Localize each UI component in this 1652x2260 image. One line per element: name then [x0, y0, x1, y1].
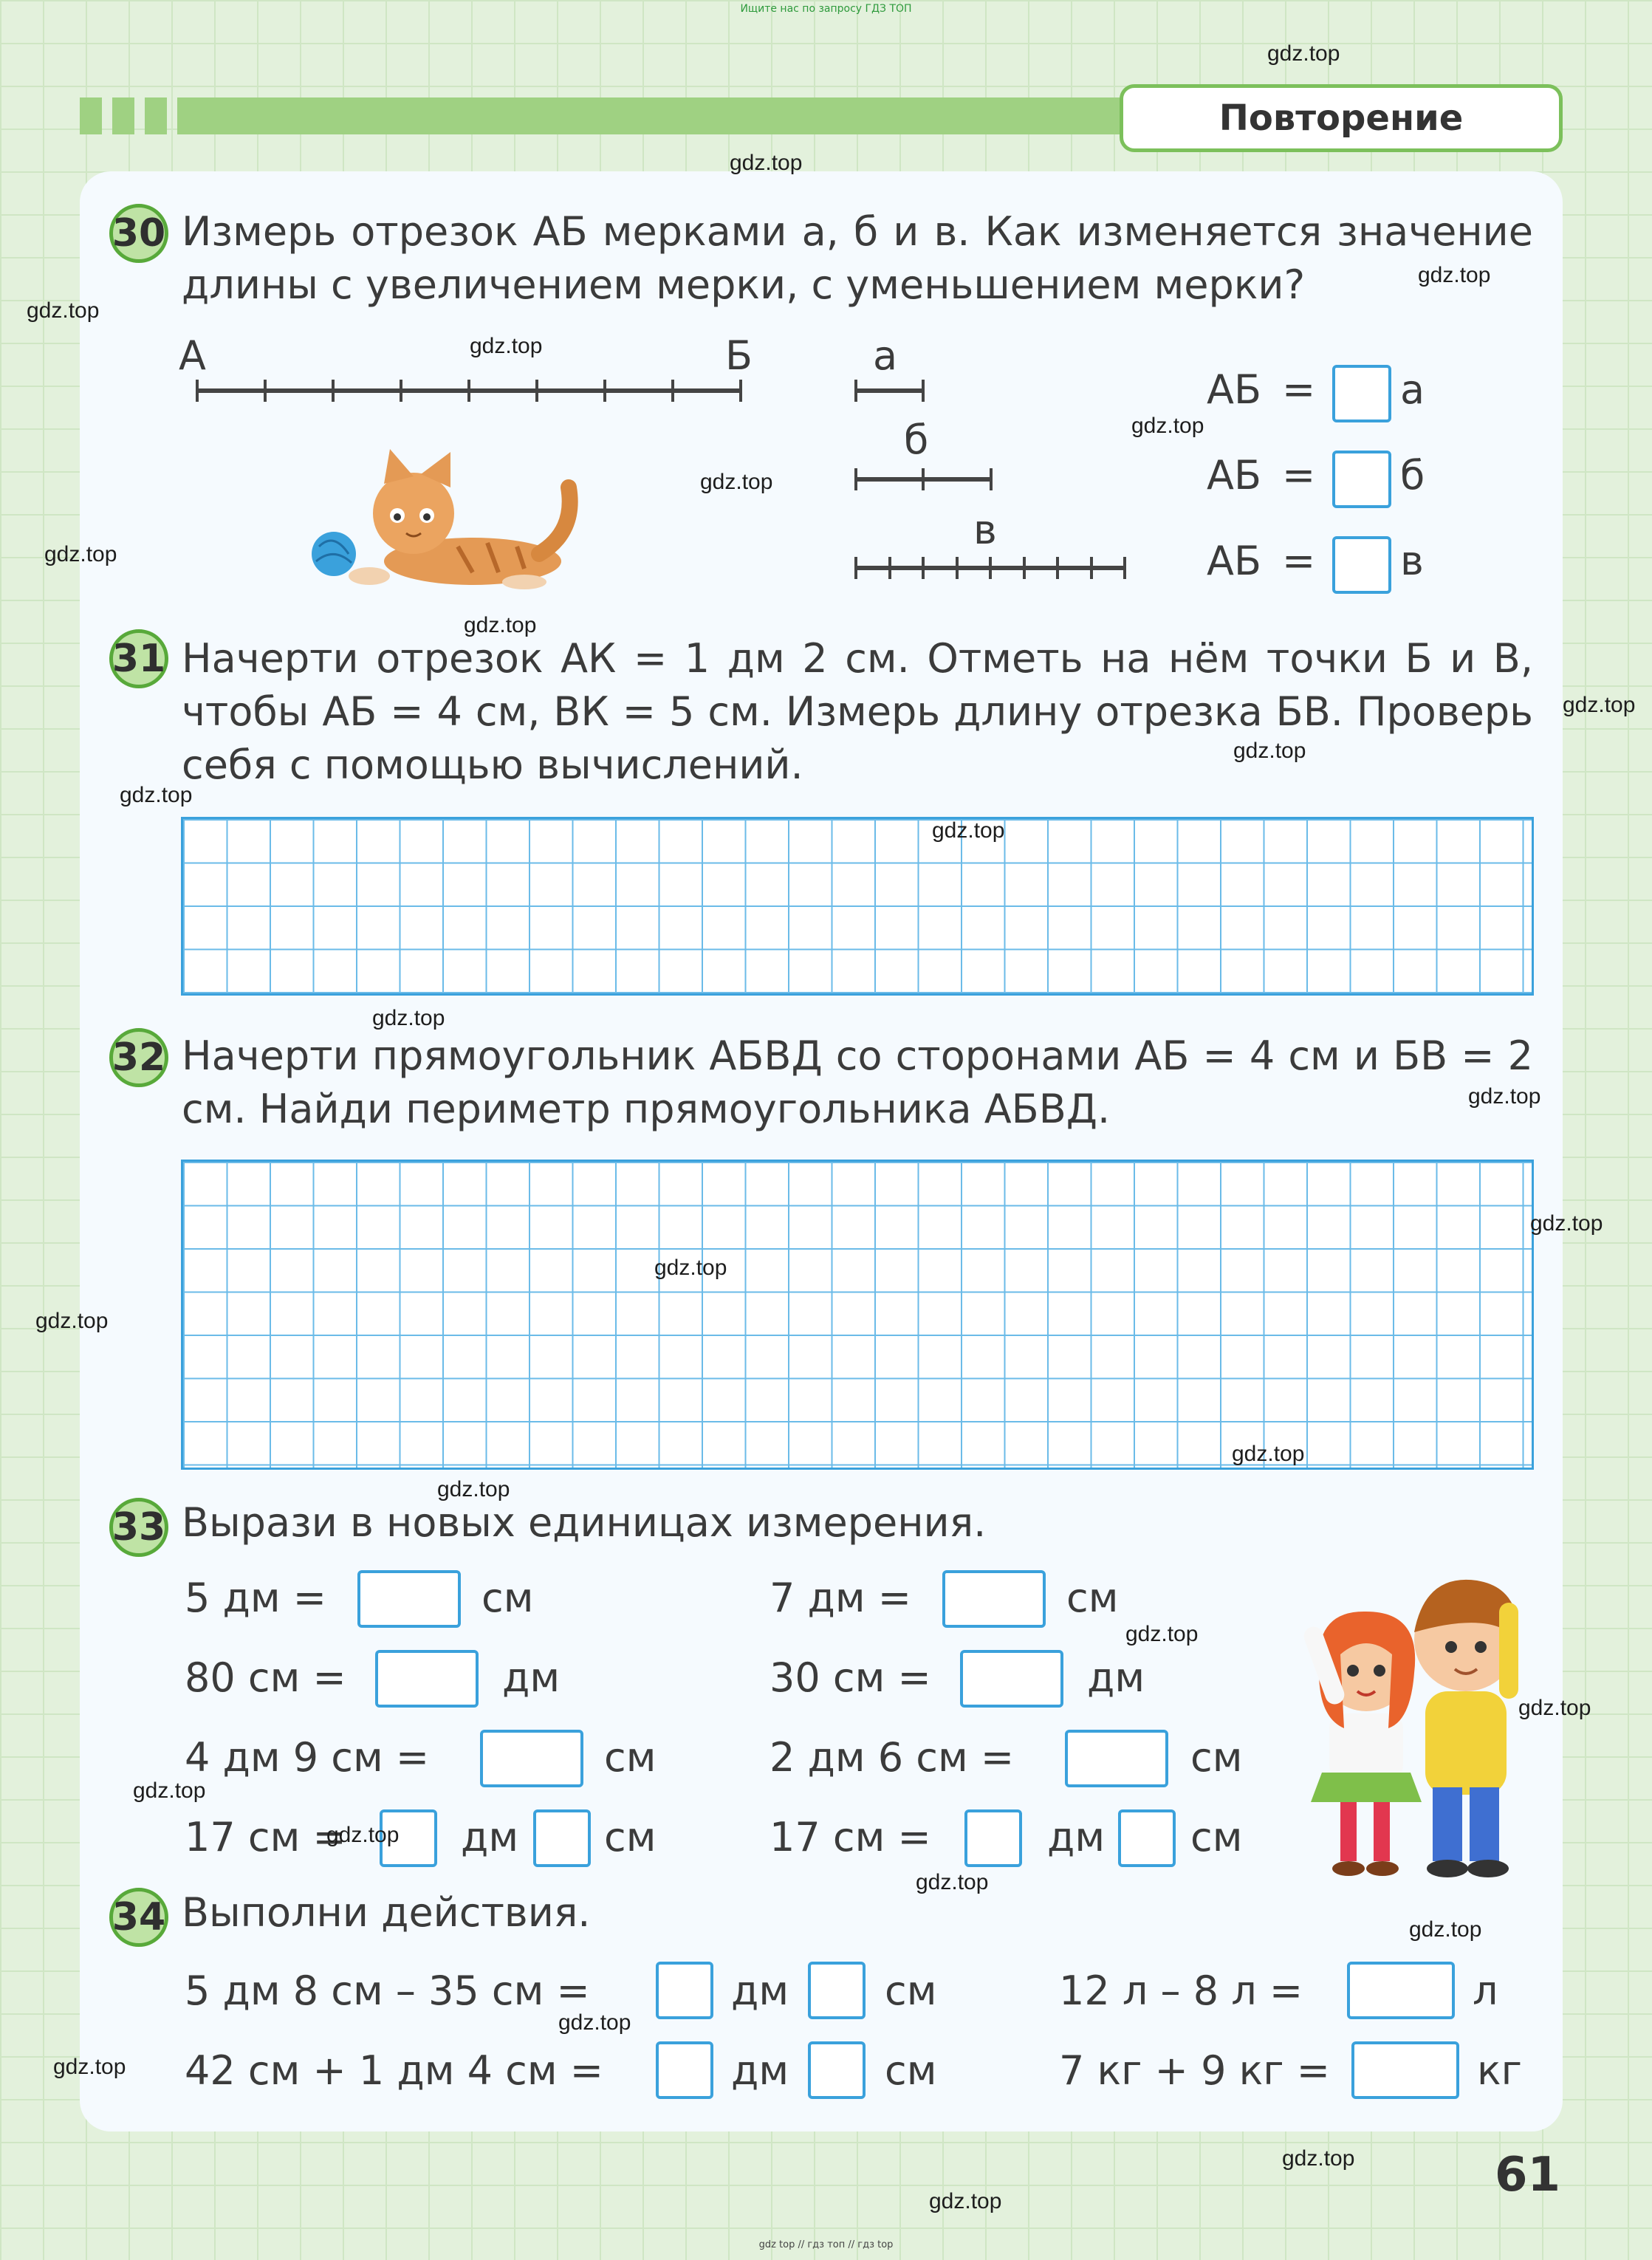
watermark: gdz.top — [1518, 1696, 1591, 1720]
watermark: gdz.top — [1267, 41, 1340, 66]
watermark: gdz.top — [1232, 1442, 1305, 1466]
unit-text: см — [885, 2047, 937, 2094]
segment-tick — [196, 380, 199, 402]
top-note: Ищите нас по запросу ГДЗ ТОП — [740, 3, 912, 15]
watermark: gdz.top — [35, 1309, 109, 1333]
answer-box[interactable] — [1065, 1730, 1168, 1787]
watermark: gdz.top — [53, 2055, 126, 2079]
watermark: gdz.top — [558, 2010, 631, 2035]
watermark: gdz.top — [1418, 263, 1491, 287]
watermark: gdz.top — [654, 1256, 727, 1280]
segment-tick — [888, 557, 891, 579]
measure-b-tick — [854, 468, 857, 490]
watermark: gdz.top — [1409, 1917, 1482, 1942]
watermark: gdz.top — [1125, 1622, 1199, 1646]
watermark: gdz.top — [1468, 1084, 1541, 1109]
expr-text: 30 см = — [770, 1654, 931, 1701]
kitten-illustration — [303, 443, 598, 591]
task-number-badge: 30 — [109, 204, 168, 263]
unit-text: дм — [461, 1814, 519, 1860]
answer-box[interactable] — [1347, 1962, 1455, 2019]
segment-tick — [400, 380, 402, 402]
segment-tick — [1123, 557, 1126, 579]
answer-box[interactable] — [1118, 1809, 1176, 1867]
header-band-segment — [112, 97, 134, 134]
answer-box-ab-b[interactable] — [1332, 451, 1391, 508]
unit-text: дм — [731, 1968, 789, 2014]
watermark: gdz.top — [932, 818, 1005, 843]
unit-text: дм — [502, 1654, 561, 1701]
task33-title: Вырази в новых единицах измерения. — [182, 1499, 987, 1546]
answer-box-ab-v[interactable] — [1332, 536, 1391, 594]
answer-box[interactable] — [656, 2041, 713, 2099]
watermark: gdz.top — [27, 298, 100, 323]
kitten-head — [373, 473, 454, 554]
answer-box[interactable] — [480, 1730, 583, 1787]
eq2-unit: б — [1400, 452, 1425, 499]
watermark: gdz.top — [120, 783, 193, 807]
segment-tick — [956, 557, 959, 579]
measure-a — [855, 388, 923, 393]
expr-text: 2 дм 6 см = — [770, 1734, 1015, 1781]
segment-tick — [739, 380, 742, 402]
unit-text: см — [604, 1814, 657, 1860]
expr-text: 4 дм 9 см = — [185, 1734, 430, 1781]
answer-box[interactable] — [656, 1962, 713, 2019]
header-band-segment — [80, 97, 102, 134]
eq3-left: АБ — [1207, 538, 1261, 584]
page-number: 61 — [1495, 2148, 1561, 2202]
watermark: gdz.top — [700, 470, 773, 494]
task31-text: Начерти отрезок АК = 1 дм 2 см. Отметь на нём точки Б и В, чтобы АБ = 4 см, ВК = 5 см. Измерь длину отрезка БВ. Проверь себя с помощью вычислений. — [182, 635, 1533, 788]
label-A: А — [179, 332, 206, 379]
answer-box[interactable] — [533, 1809, 591, 1867]
segment-tick — [467, 380, 470, 402]
unit-text: см — [604, 1734, 657, 1781]
watermark: gdz.top — [916, 1870, 989, 1894]
header-band-segment — [145, 97, 167, 134]
segment-tick — [535, 380, 538, 402]
children-illustration — [1300, 1544, 1536, 1883]
task-number-badge: 33 — [109, 1498, 168, 1557]
eq2-left: АБ — [1207, 452, 1261, 499]
segment-tick — [922, 557, 925, 579]
watermark: gdz.top — [1530, 1211, 1603, 1236]
eq1-unit: а — [1400, 366, 1425, 413]
answer-box-ab-a[interactable] — [1332, 365, 1391, 422]
answer-box[interactable] — [942, 1570, 1046, 1628]
drawing-grid-31[interactable] — [181, 817, 1534, 996]
measure-a-tick — [922, 380, 925, 402]
segment-tick — [989, 557, 992, 579]
task32-text: Начерти прямоугольник АБВД со сторонами АБ = 4 см и БВ = 2 см. Найди периметр прямоугольника АБВД. — [182, 1033, 1533, 1132]
segment-tick — [264, 380, 267, 402]
eq3-sign: = — [1282, 538, 1316, 584]
expr-text: 80 см = — [185, 1654, 346, 1701]
unit-text: см — [885, 1968, 937, 2014]
unit-text: дм — [731, 2047, 789, 2094]
task34-title: Выполни действия. — [182, 1889, 591, 1936]
eq1-left: АБ — [1207, 366, 1261, 413]
eq2-sign: = — [1282, 452, 1316, 499]
eq1-sign: = — [1282, 366, 1316, 413]
watermark: gdz.top — [929, 2189, 1002, 2213]
measure-b-label: б — [904, 417, 929, 463]
unit-text: см — [1190, 1814, 1243, 1860]
expr-text: 5 дм 8 см – 35 см = — [185, 1968, 590, 2014]
measure-v-label: в — [973, 507, 997, 553]
segment-tick — [603, 380, 606, 402]
answer-box[interactable] — [375, 1650, 479, 1708]
measure-b-tick — [922, 468, 925, 490]
expr-text: 17 см = — [770, 1814, 931, 1860]
expr-text: 17 см = — [185, 1814, 346, 1860]
watermark: gdz.top — [1282, 2146, 1355, 2171]
watermark: gdz.top — [372, 1006, 445, 1030]
answer-box[interactable] — [357, 1570, 461, 1628]
section-title: Повторение — [1120, 84, 1563, 152]
watermark: gdz.top — [437, 1477, 510, 1501]
measure-b-tick — [990, 468, 993, 490]
watermark: gdz.top — [133, 1778, 206, 1803]
bottom-note: gdz top // гдз топ // гдз top — [758, 2239, 894, 2250]
measure-a-label: а — [873, 332, 898, 379]
segment-tick — [1090, 557, 1093, 579]
unit-text: см — [481, 1575, 534, 1621]
header-band — [177, 97, 1130, 134]
measure-a-tick — [854, 380, 857, 402]
watermark: gdz.top — [1131, 414, 1204, 438]
expr-text: 7 дм = — [770, 1575, 912, 1621]
answer-box[interactable] — [808, 2041, 866, 2099]
task-number-badge: 31 — [109, 629, 168, 688]
unit-text: см — [1066, 1575, 1119, 1621]
answer-box[interactable] — [964, 1809, 1022, 1867]
watermark: gdz.top — [730, 151, 803, 175]
expr-text: 12 л – 8 л = — [1059, 1968, 1303, 2014]
watermark: gdz.top — [44, 542, 117, 566]
segment-tick — [1056, 557, 1059, 579]
task-number-badge: 34 — [109, 1888, 168, 1947]
segment-tick — [1023, 557, 1026, 579]
eq3-unit: в — [1400, 538, 1424, 584]
unit-text: см — [1190, 1734, 1243, 1781]
watermark: gdz.top — [1563, 693, 1636, 717]
expr-text: 5 дм = — [185, 1575, 327, 1621]
answer-box[interactable] — [1351, 2041, 1459, 2099]
segment-tick — [332, 380, 335, 402]
unit-text: дм — [1087, 1654, 1145, 1701]
unit-text: л — [1473, 1968, 1498, 2014]
task-number-badge: 32 — [109, 1028, 168, 1087]
watermark: gdz.top — [1233, 739, 1306, 763]
unit-text: кг — [1477, 2047, 1522, 2094]
segment-tick — [854, 557, 857, 579]
expr-text: 7 кг + 9 кг = — [1059, 2047, 1331, 2094]
watermark: gdz.top — [326, 1823, 400, 1847]
answer-box[interactable] — [960, 1650, 1063, 1708]
task30-text: Измерь отрезок АБ мерками а, б и в. Как изменяется значение длины с увеличением мерки, с уменьшением мерки? — [182, 208, 1533, 308]
unit-text: дм — [1047, 1814, 1106, 1860]
watermark: gdz.top — [464, 613, 537, 637]
drawing-grid-32[interactable] — [181, 1160, 1534, 1470]
label-B: Б — [725, 332, 753, 379]
watermark: gdz.top — [470, 334, 543, 358]
segment-tick — [671, 380, 674, 402]
answer-box[interactable] — [808, 1962, 866, 2019]
expr-text: 42 см + 1 дм 4 см = — [185, 2047, 603, 2094]
